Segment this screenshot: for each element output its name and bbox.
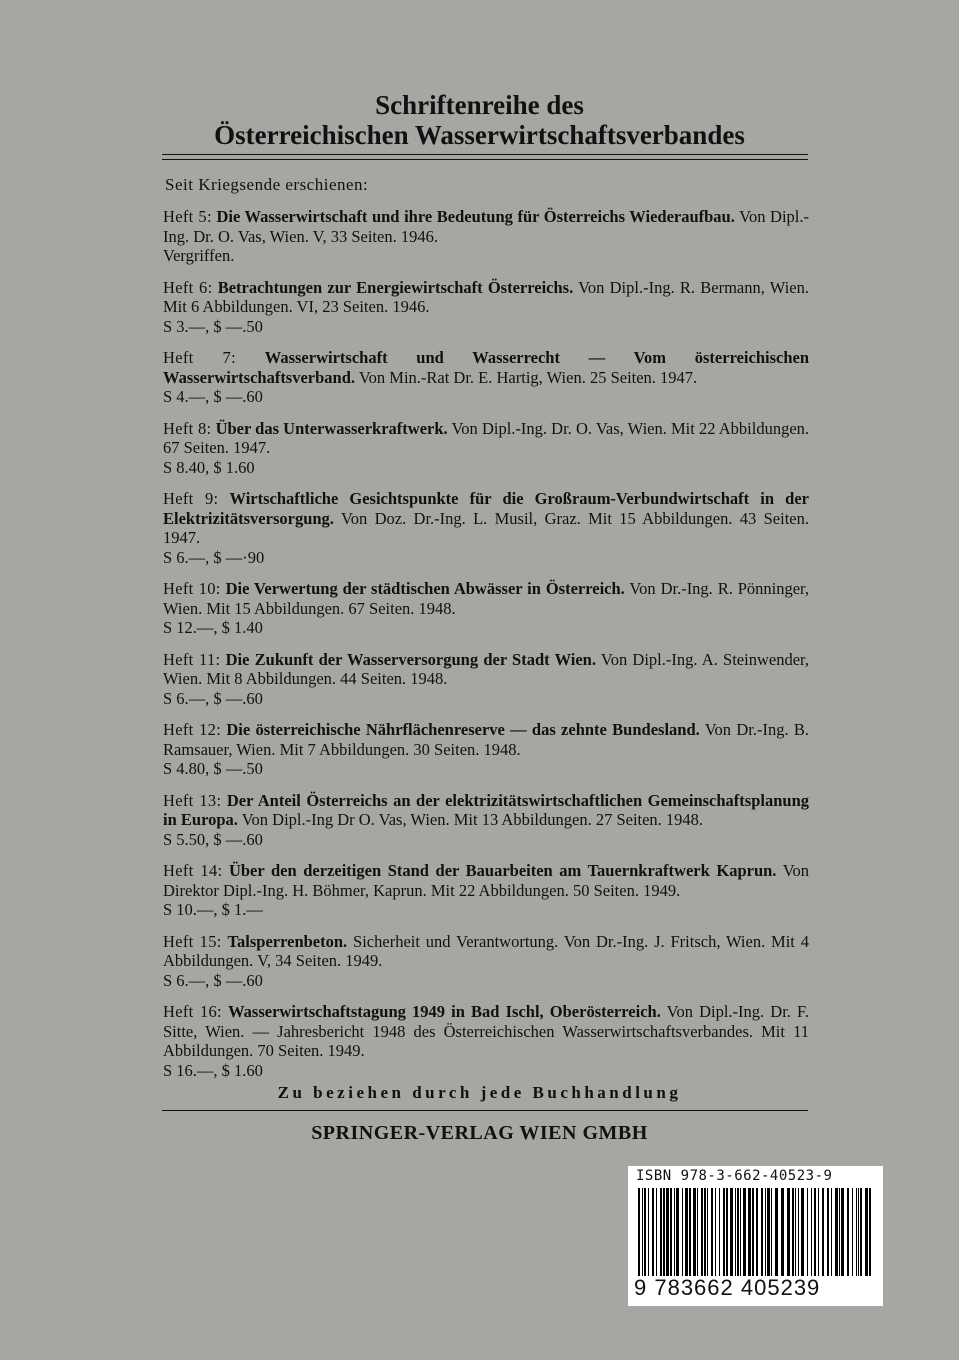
entry-number: Heft 10: [163, 579, 221, 598]
entry-details: Von Doz. Dr.-Ing. L. Musil, Graz. Mit 15 Abbildungen. 43 Seiten. 1947. [163, 508, 809, 547]
entry-number: Heft 16: [163, 1002, 222, 1021]
publication-entry [163, 861, 809, 920]
entry-number: Heft 6: [163, 277, 213, 297]
entry-title: Talsperrenbeton. [227, 931, 348, 951]
entry-number: Heft 15: [163, 931, 222, 951]
publication-entry [163, 932, 809, 991]
publication-entry [163, 579, 809, 638]
entry-details: Von Direktor Dipl.-Ing. H. Böhmer, Kaprun. Mit 22 Abbildungen. 50 Seiten. 1949. [163, 861, 810, 900]
availability-note: Zu beziehen durch jede Buchhandlung [277, 1083, 682, 1102]
publication-entry [163, 348, 809, 407]
entry-price: S 3.—, $ —.50 [163, 316, 263, 336]
entry-price: S 6.—, $ —.60 [163, 970, 263, 990]
entry-details: Von Dipl.-Ing. Dr. O. Vas, Wien. Mit 22 Abbildungen. 67 Seiten. 1947. [163, 418, 810, 457]
publication-entry [163, 207, 809, 266]
entry-number: Heft 11: [163, 649, 221, 669]
footer-rule [162, 1110, 808, 1111]
entry-details: Von Dipl.-Ing Dr O. Vas, Wien. Mit 13 Abbildungen. 27 Seiten. 1948. [241, 810, 704, 829]
entry-title: Wirtschaftliche Gesichtspunkte für die Großraum-Verbundwirtschaft in der Elektrizitätsversorgung. [163, 489, 809, 528]
publisher-name: SPRINGER-VERLAG WIEN GMBH [311, 1122, 648, 1144]
publication-entry [163, 278, 809, 337]
entry-number: Heft 8: [163, 418, 212, 438]
entry-title: Die Wasserwirtschaft und ihre Bedeutung für Österreichs Wiederaufbau. [216, 207, 735, 226]
intro-text: Seit Kriegsende erschienen: [165, 175, 369, 194]
series-title-line2: Österreichischen Wasserwirtschaftsverbandes [214, 120, 745, 150]
entry-price: S 16.—, $ 1.60 [163, 1060, 263, 1080]
entry-details: Von Dipl.-Ing. Dr. F. Sitte, Wien. — Jahresbericht 1948 des Österreichischen Wasserwirtschaftsverbandes. Mit 11 Abbildungen. 70 Seiten. 1949. [163, 1002, 810, 1060]
entry-title: Über das Unterwasserkraftwerk. [215, 418, 448, 438]
entry-details: Von Dr.-Ing. R. Pönninger, Wien. Mit 15 Abbildungen. 67 Seiten. 1948. [163, 579, 810, 618]
entry-price: S 10.—, $ 1.— [163, 900, 263, 919]
entry-title: Betrachtungen zur Energiewirtschaft Österreichs. [217, 277, 574, 297]
entry-title: Der Anteil Österreichs an der elektrizitätswirtschaftlichen Gemeinschaftsplanung in Europa. [163, 790, 809, 829]
title-rule-top [162, 154, 808, 155]
entry-number: Heft 12: [163, 720, 222, 739]
entry-details: Von Dr.-Ing. B. Ramsauer, Wien. Mit 7 Abbildungen. 30 Seiten. 1948. [163, 720, 809, 759]
entry-price: S 12.—, $ 1.40 [163, 618, 263, 637]
entry-details: Von Dipl.-Ing. Dr. O. Vas, Wien. V, 33 Seiten. 1946. [163, 207, 810, 246]
isbn-text: ISBN 978-3-662-40523-9 [636, 1168, 833, 1184]
entry-price: S 5.50, $ —.60 [163, 829, 263, 849]
title-rule-bottom [162, 159, 808, 160]
publication-entry [163, 720, 809, 779]
entry-title: Über den derzeitigen Stand der Bauarbeiten am Tauernkraftwerk Kaprun. [228, 861, 777, 880]
publication-entry [163, 650, 809, 709]
publication-entry [163, 791, 809, 850]
entry-details: Von Min.-Rat Dr. E. Hartig, Wien. 25 Seiten. 1947. [358, 367, 698, 387]
entry-number: Heft 5: [163, 207, 212, 226]
entry-details: Von Dipl.-Ing. A. Steinwender, Wien. Mit 8 Abbildungen. 44 Seiten. 1948. [163, 649, 809, 688]
entry-title: Die österreichische Nährflächenreserve — das zehnte Bundesland. [226, 720, 700, 739]
publication-entry [163, 489, 809, 567]
entry-price: S 6.—, $ —·90 [163, 547, 265, 567]
publication-entry [163, 1002, 809, 1080]
entry-price: Vergriffen. [163, 246, 235, 265]
entry-title: Die Zukunft der Wasserversorgung der Stadt Wien. [225, 649, 596, 669]
entry-title: Die Verwertung der städtischen Abwässer in Österreich. [225, 579, 625, 598]
publication-entry [163, 419, 809, 478]
entry-list [163, 207, 809, 1092]
entry-number: Heft 9: [163, 489, 219, 508]
series-title-line1: Schriftenreihe des [375, 90, 584, 120]
entry-price: S 8.40, $ 1.60 [163, 457, 255, 477]
entry-price: S 4.80, $ —.50 [163, 759, 263, 778]
entry-title: Wasserwirtschaftstagung 1949 in Bad Ischl, Oberösterreich. [228, 1002, 661, 1021]
barcode-box [628, 1166, 883, 1306]
entry-price: S 6.—, $ —.60 [163, 688, 263, 708]
entry-number: Heft 7: [163, 348, 236, 367]
entry-details: Von Dipl.-Ing. R. Bermann, Wien. Mit 6 Abbildungen. VI, 23 Seiten. 1946. [163, 277, 809, 316]
entry-title: Wasserwirtschaft und Wasserrecht — Vom österreichischen Wasserwirtschaftsverband. [163, 348, 810, 387]
barcode-icon [636, 1188, 876, 1276]
entry-details: Sicherheit und Verantwortung. Von Dr.-Ing. J. Fritsch, Wien. Mit 4 Abbildungen. V, 34 Seiten. 1949. [163, 931, 809, 970]
ean-digits: 9 783662 405239 [634, 1275, 821, 1300]
entry-number: Heft 13: [163, 790, 222, 810]
entry-number: Heft 14: [163, 861, 223, 880]
entry-price: S 4.—, $ —.60 [163, 387, 263, 406]
